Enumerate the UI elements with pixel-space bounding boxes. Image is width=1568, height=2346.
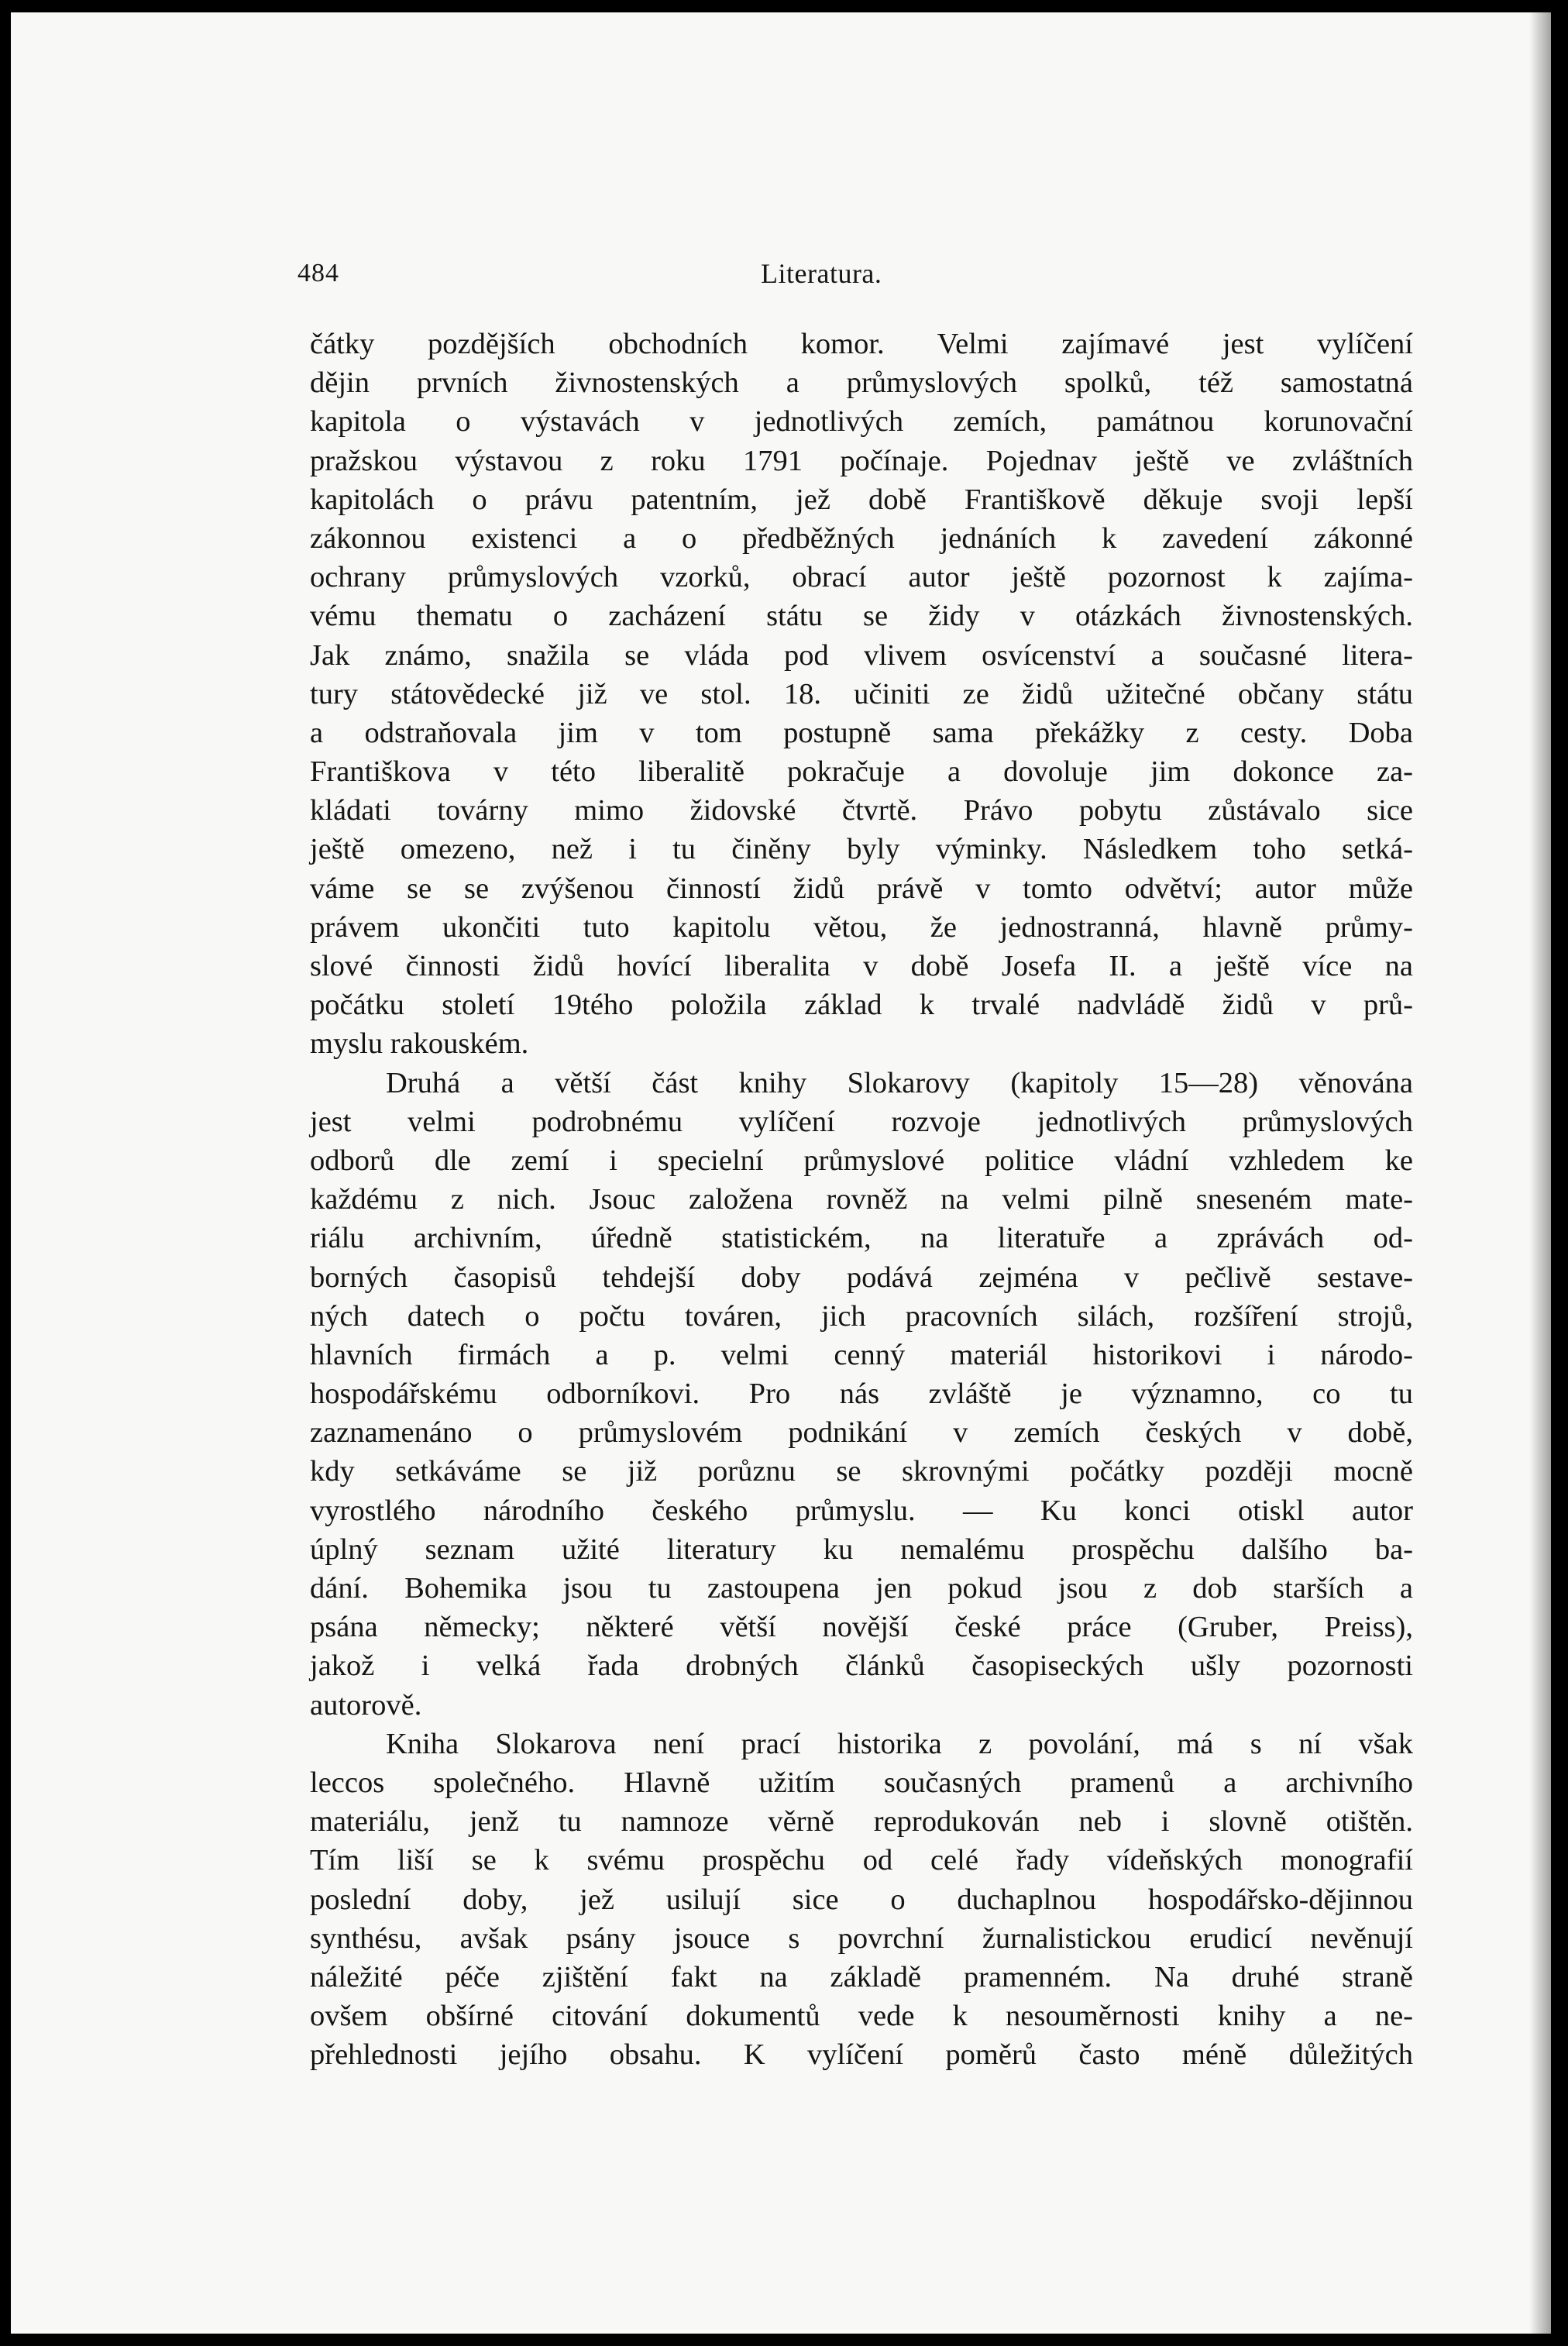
- running-head: [11, 245, 1551, 299]
- text-line: riálu archivním, úředně statistickém, na literatuře a zprávách od-: [310, 1222, 1413, 1255]
- text-line: hospodářskému odborníkovi. Pro nás zvláště je významno, co tu: [310, 1378, 1413, 1411]
- text-line: pražskou výstavou z roku 1791 počínaje. Pojednav ještě ve zvláštních: [310, 444, 1413, 477]
- text-line: zákonnou existenci a o předběžných jednáních k zavedení zákonné: [310, 521, 1413, 555]
- text-line: synthésu, avšak psány jsouce s povrchní žurnalistickou erudicí nevěnují: [310, 1921, 1413, 1955]
- text-line: borných časopisů tehdejší doby podává zejména v pečlivě sestave-: [310, 1261, 1413, 1294]
- text-line: odborů dle zemí i specielní průmyslové politice vládní vzhledem ke: [310, 1144, 1413, 1177]
- text-line: poslední doby, jež usilují sice o duchaplnou hospodářsko-dějinnou: [310, 1883, 1413, 1916]
- binding-shadow: [1529, 12, 1551, 2334]
- text-line: přehlednosti jejího obsahu. K vylíčení poměrů často méně důležitých: [310, 2038, 1413, 2072]
- text-line: materiálu, jenž tu namnoze věrně reprodukován neb i slovně otištěn.: [310, 1805, 1413, 1839]
- text-line: psána německy; některé větší novější české práce (Gruber, Preiss),: [310, 1611, 1413, 1644]
- running-title: Literatura.: [761, 258, 882, 289]
- text-line: každému z nich. Jsouc založena rovněž na velmi pilně sneseném mate-: [310, 1183, 1413, 1216]
- page-number: 484: [297, 259, 339, 287]
- text-line: Kniha Slokarova není prací historika z povolání, má s ní však: [386, 1727, 1413, 1760]
- text-line: počátku století 19tého položila základ k trvalé nadvládě židů v prů-: [310, 989, 1413, 1022]
- text-line: jest velmi podrobnému vylíčení rozvoje jednotlivých průmyslových: [310, 1105, 1413, 1138]
- text-line: kdy setkáváme se již porůznu se skrovnými počátky později mocně: [310, 1455, 1413, 1488]
- text-line: hlavních firmách a p. velmi cenný materiál historikovi i národo-: [310, 1338, 1413, 1371]
- text-line: kapitolách o právu patentním, jež době Františkově děkuje svoji lepší: [310, 483, 1413, 516]
- text-line: dějin prvních živnostenských a průmyslových spolků, též samostatná: [310, 366, 1413, 400]
- text-line: dání. Bohemika jsou tu zastoupena jen pokud jsou z dob starších a: [310, 1572, 1413, 1605]
- text-line: a odstraňovala jim v tom postupně sama překážky z cesty. Doba: [310, 716, 1413, 749]
- text-line: čátky pozdějších obchodních komor. Velmi zajímavé jest vylíčení: [310, 328, 1413, 360]
- text-line: váme se se zvýšenou činností židů právě v tomto odvětví; autor může: [310, 872, 1413, 905]
- text-line: jakož i velká řada drobných článků časopiseckých ušly pozornosti: [310, 1649, 1413, 1683]
- text-line: úplný seznam užité literatury ku nemalému prospěchu dalšího ba-: [310, 1532, 1413, 1566]
- book-page: [11, 12, 1551, 2334]
- text-line: ochrany průmyslových vzorků, obrací autor ještě pozornost k zajíma-: [310, 561, 1413, 594]
- text-line: ných datech o počtu továren, jich pracovních silách, rozšíření strojů,: [310, 1299, 1413, 1333]
- text-line: slové činnosti židů hovící liberalita v době Josefa II. a ještě více na: [310, 950, 1413, 982]
- body-text: [310, 325, 1413, 2074]
- text-line: myslu rakouském.: [310, 1027, 529, 1061]
- text-line: vyrostlého národního českého průmyslu. — Ku konci otiskl autor: [310, 1494, 1413, 1527]
- text-line: leccos společného. Hlavně užitím současných pramenů a archivního: [310, 1766, 1413, 1799]
- text-line: Františkova v této liberalitě pokračuje a dovoluje jim dokonce za-: [310, 755, 1413, 789]
- text-line: ovšem obšírné citování dokumentů vede k nesouměrnosti knihy a ne-: [310, 2000, 1413, 2033]
- text-line: tury státovědecké již ve stol. 18. učiniti ze židů užitečné občany státu: [310, 677, 1413, 710]
- text-line: kládati továrny mimo židovské čtvrtě. Právo pobytu zůstávalo sice: [310, 794, 1413, 827]
- text-line: kapitola o výstavách v jednotlivých zemích, památnou korunovační: [310, 405, 1413, 439]
- text-line: zaznamenáno o průmyslovém podnikání v zemích českých v době,: [310, 1416, 1413, 1450]
- text-line: Jak známo, snažila se vláda pod vlivem osvícenství a současné litera-: [310, 638, 1413, 672]
- text-line: Druhá a větší část knihy Slokarovy (kapitoly 15—28) věnována: [386, 1066, 1413, 1099]
- text-line: vému thematu o zacházení státu se židy v otázkách živnostenských.: [310, 600, 1413, 633]
- text-line: ještě omezeno, než i tu činěny byly výminky. Následkem toho setká-: [310, 833, 1413, 866]
- text-line: Tím liší se k svému prospěchu od celé řady vídeňských monografií: [310, 1844, 1413, 1877]
- text-line: náležité péče zjištění fakt na základě pramenném. Na druhé straně: [310, 1960, 1413, 1993]
- text-line: právem ukončiti tuto kapitolu větou, že jednostranná, hlavně průmy-: [310, 910, 1413, 944]
- text-line: autorově.: [310, 1688, 422, 1722]
